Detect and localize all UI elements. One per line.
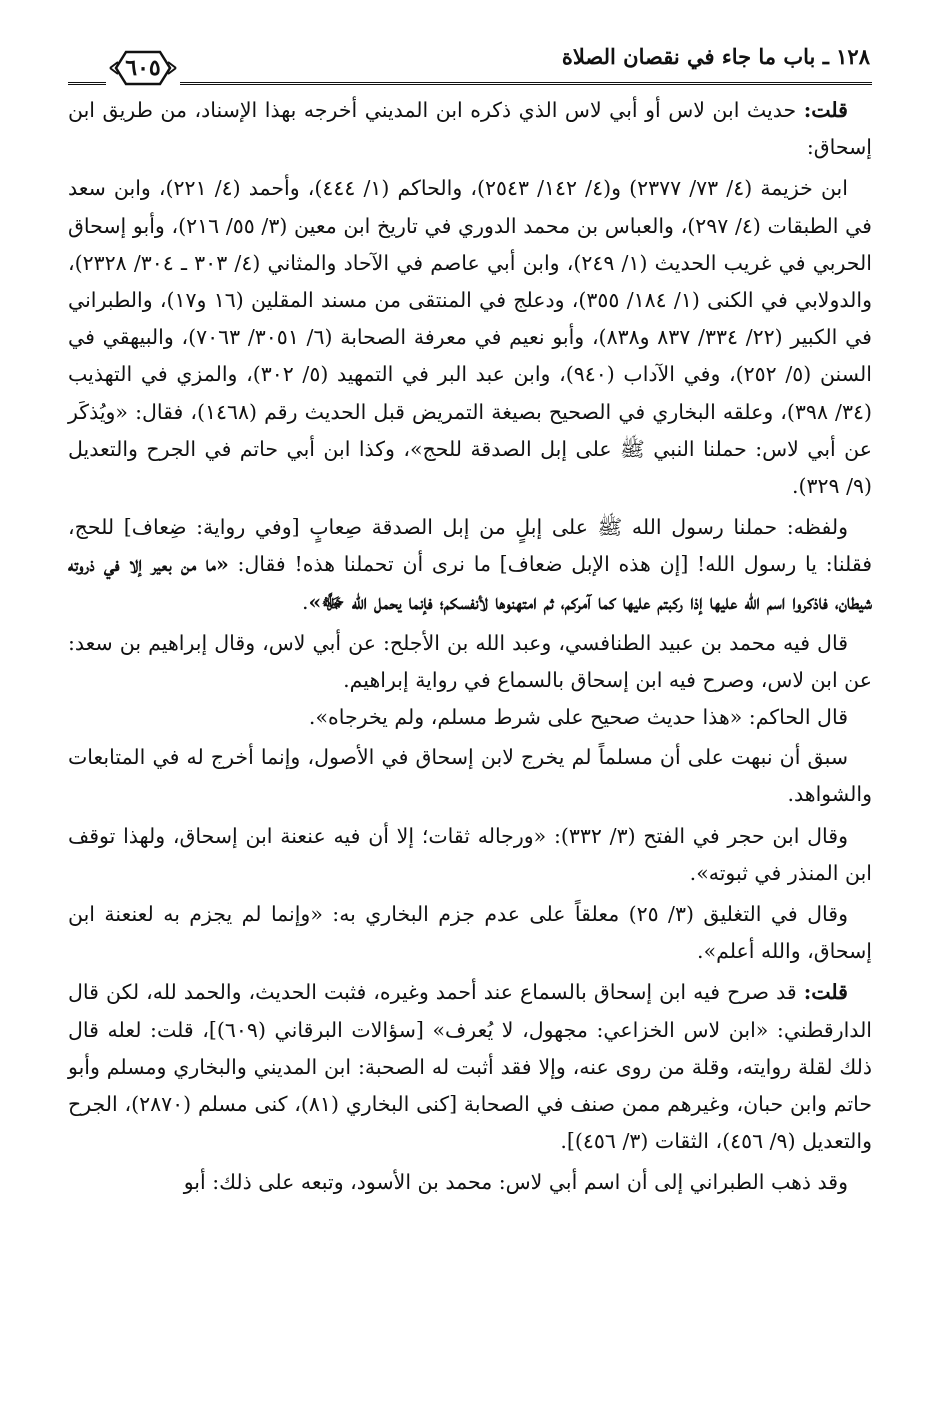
page-number-badge [106, 48, 180, 88]
paragraph-text: حديث ابن لاس أو أبي لاس الذي ذكره ابن المديني أخرجه بهذا الإسناد، من طريق ابن إسحاق: [68, 98, 872, 160]
paragraph-4 [68, 625, 872, 699]
chapter-title: ١٢٨ ـ باب ما جاء في نقصان الصلاة [561, 44, 870, 69]
qultu-label: قلت: [803, 980, 848, 1005]
paragraph-text: قد صرح فيه ابن إسحاق بالسماع عند أحمد وغيره، فثبت الحديث، والحمد لله، لكن قال الدارقطني: «ابن لاس الخزاعي: مجهول، لا يُعرف» [سؤالات البرقاني (٦٠٩)]، قلت: لعله قال ذلك لقلة روايته، وقلة من روى عنه، وإلا فقد أثبت له الصحبة: ابن المديني والبخاري ومسلم وأبو حاتم وابن حبان، وغيرهم ممن صنف في الصحابة [كنى البخاري (٨١)، كنى مسلم (٢٨٧٠)، الجرح والتعديل (٩/ ٤٥٦)، الثقات (٣/ ٤٥٦)]. [68, 980, 873, 1154]
hadith-text: «ما من بعير إلا في ذروته شيطان، فاذكروا اسم الله عليها إذا ركبتم عليها كما آمركم، ثم امتهنوها لأنفسكم؛ فإنما يحمل الله ﷻ» [68, 552, 872, 614]
paragraph-text: قال الحاكم: «هذا حديث صحيح على شرط مسلم، ولم يخرجاه». [308, 705, 848, 730]
paragraph-tail: . [301, 589, 309, 614]
paragraph-text: وقد ذهب الطبراني إلى أن اسم أبي لاس: محمد بن الأسود، وتبعه على ذلك: أبو [183, 1170, 848, 1195]
paragraph-9 [68, 974, 872, 1160]
paragraph-text: قال فيه محمد بن عبيد الطنافسي، وعبد الله بن الأجلح: عن أبي لاس، وقال إبراهيم بن سعد: عن ابن لاس، وصرح فيه ابن إسحاق بالسماع في رواية إبراهيم. [68, 630, 872, 693]
paragraph-2-sources [68, 170, 872, 505]
paragraph-10 [68, 1164, 872, 1201]
header-rule [68, 82, 872, 85]
paragraph-text: وقال ابن حجر في الفتح (٣/ ٣٣٢): «ورجاله ثقات؛ إلا أن فيه عنعنة ابن إسحاق، ولهذا توقف ابن المنذر في ثبوته». [68, 823, 872, 885]
paragraph-text: سبق أن نبهت على أن مسلماً لم يخرج لابن إسحاق في الأصول، وإنما أخرج له في المتابعات والشواهد. [68, 745, 872, 807]
paragraph-8 [68, 896, 872, 970]
paragraph-6 [68, 739, 872, 813]
paragraph-text: ابن خزيمة (٤/ ٧٣/ ٢٣٧٧) و(٤/ ١٤٢/ ٢٥٤٣)، والحاكم (١/ ٤٤٤)، وأحمد (٤/ ٢٢١)، وابن سعد في الطبقات (٤/ ٢٩٧)، والعباس بن محمد الدوري في تاريخ ابن معين (٣/ ٥٥/ ٢١٦)، وأبو إسحاق الحربي في غريب الحديث (١/ ٢٤٩)، وابن أبي عاصم في الآحاد والمثاني (٤/ ٣٠٣ ـ ٣٠٤/ ٢٣٢٨)، والدولابي في الكنى (١/ ١٨٤/ ٣٥٥)، ودعلج في المنتقى من مسند المقلين (١٦ و١٧)، والطبراني في الكبير (٢٢/ ٣٣٤/ ٨٣٧ و٨٣٨)، وأبو نعيم في معرفة الصحابة (٦/ ٣٠٥١/ ٧٠٦٣)، والبيهقي في السنن (٥/ ٢٥٢)، وفي الآداب (٩٤٠)، وابن عبد البر في التمهيد (٥/ ٣٠٢)، والمزي في التهذيب (٣٤/ ٣٩٨)، وعلقه البخاري في الصحيح بصيغة التمريض قبل الحديث رقم (١٤٦٨)، فقال: «ويُذكَر عن أبي لاس: حملنا النبي ﷺ على إبل الصدقة للحج»، وكذا ابن أبي حاتم في الجرح والتعديل (٩/ ٣٢٩). [68, 176, 872, 499]
paragraph-5 [68, 699, 872, 735]
paragraph-text: ولفظه: حملنا رسول الله ﷺ على إبلٍ من إبل الصدقة صِعابٍ [وفي رواية: ضِعاف] للحج، فقلنا: يا رسول الله! [إن هذه الإبل ضعاف] ما نرى أن تحملنا هذه! فقال: [68, 515, 872, 577]
page-header [68, 30, 872, 92]
paragraph-7 [68, 818, 872, 892]
page-number: ٦٠٥ [125, 55, 161, 81]
paragraph-3-wording [68, 509, 872, 621]
qultu-label: قلت: [803, 98, 848, 122]
paragraph-1 [68, 92, 872, 166]
page-body [68, 92, 872, 1202]
paragraph-text: وقال في التغليق (٣/ ٢٥) معلقاً على عدم جزم البخاري به: «وإنما لم يجزم به لعنعنة ابن إسحاق، والله أعلم». [68, 902, 872, 964]
